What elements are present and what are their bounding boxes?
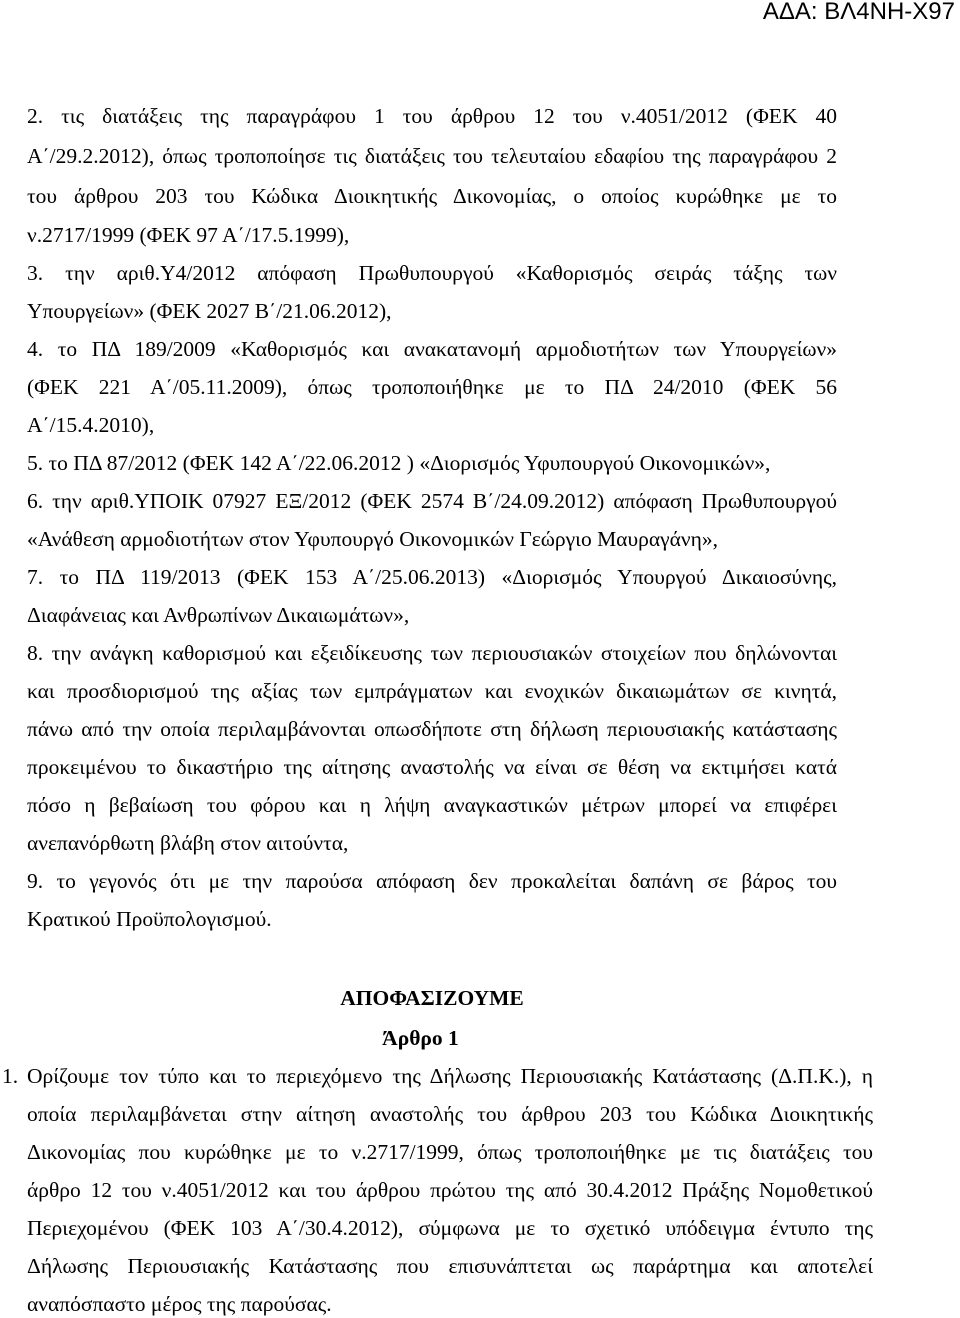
line-text: Διαφάνειας και Ανθρωπίνων Δικαιωμάτων»,: [27, 603, 410, 627]
line-text: πόσο η βεβαίωση του φόρου και η λήψη αναγκαστικών μέτρων μπορεί να επιφέρει: [27, 793, 837, 817]
text-line: [27, 216, 837, 254]
line-text: 5. το ΠΔ 87/2012 (ΦΕΚ 142 Α΄/22.06.2012 ) «Διορισμός Υφυπουργού Οικονομικών»,: [27, 451, 771, 475]
line-text: 2. τις διατάξεις της παραγράφου 1 του άρθρου 12 του ν.4051/2012 (ΦΕΚ 40: [27, 104, 837, 128]
text-line: [27, 634, 837, 672]
text-line: [27, 672, 837, 710]
paragraph-number: 1.: [2, 1064, 19, 1088]
text-line: [27, 254, 837, 292]
article-title: Άρθρο 1: [382, 1026, 459, 1050]
line-text: 6. την αριθ.ΥΠΟΙΚ 07927 ΕΞ/2012 (ΦΕΚ 2574 Β΄/24.09.2012) απόφαση Πρωθυπουργού: [27, 489, 837, 513]
line-text: ν.2717/1999 (ΦΕΚ 97 Α΄/17.5.1999),: [27, 223, 350, 247]
line-text: άρθρο 12 του ν.4051/2012 και του άρθρου πρώτου της από 30.4.2012 Πράξης Νομοθετικού: [27, 1178, 873, 1202]
line-text: 9. το γεγονός ότι με την παρούσα απόφαση δεν προκαλείται δαπάνη σε βάρος του: [27, 869, 837, 893]
document-body: [2, 96, 873, 1317]
text-line: [27, 136, 837, 176]
line-text: (ΦΕΚ 221 Α΄/05.11.2009), όπως τροποποιήθηκε με το ΠΔ 24/2010 (ΦΕΚ 56: [27, 375, 837, 399]
line-text: 8. την ανάγκη καθορισμού και εξειδίκευσης των περιουσιακών στοιχείων που δηλώνονται: [27, 641, 837, 665]
consideration-item: [27, 634, 837, 862]
consideration-item: [27, 862, 837, 938]
text-line: [27, 710, 837, 748]
line-text: Περιεχομένου (ΦΕΚ 103 Α΄/30.4.2012), σύμφωνα με το σχετικό υπόδειγμα έντυπο της: [27, 1216, 873, 1240]
consideration-item: [27, 558, 837, 634]
line-text: 3. την αριθ.Υ4/2012 απόφαση Πρωθυπουργού «Καθορισμός σειράς τάξης των: [27, 261, 837, 285]
consideration-item: [27, 444, 837, 482]
text-line: [27, 520, 837, 558]
ada-code: ΑΔΑ: ΒΛ4ΝΗ-Χ97: [762, 0, 955, 25]
consideration-item: [27, 254, 837, 330]
consideration-item: [27, 96, 837, 254]
line-text: αναπόσπαστο μέρος της παρούσας.: [27, 1292, 332, 1316]
line-text: Α΄/15.4.2010),: [27, 413, 155, 437]
text-line: [27, 596, 837, 634]
text-line: [27, 558, 837, 596]
line-text: «Ανάθεση αρμοδιοτήτων στον Υφυπουργό Οικονομικών Γεώργιο Μαυραγάνη»,: [27, 527, 718, 551]
text-line: [27, 292, 837, 330]
text-line: [27, 748, 837, 786]
text-line: [27, 406, 837, 444]
line-text: Υπουργείων» (ΦΕΚ 2027 Β΄/21.06.2012),: [27, 299, 392, 323]
consideration-item: [27, 482, 837, 558]
article-paragraph: [2, 1057, 873, 1317]
line-text: Δικονομίας που κυρώθηκε με το ν.2717/1999, όπως τροποποιήθηκε με τις διατάξεις του: [27, 1140, 873, 1164]
text-line: [27, 900, 837, 938]
text-line: [27, 824, 837, 862]
text-line: [27, 330, 837, 368]
line-text: Δήλωσης Περιουσιακής Κατάστασης που επισυνάπτεται ως παράρτημα και αποτελεί: [27, 1254, 873, 1278]
consideration-item: [27, 330, 837, 444]
text-line: [27, 1209, 873, 1247]
line-text: 4. το ΠΔ 189/2009 «Καθορισμός και ανακατανομή αρμοδιοτήτων των Υπουργείων»: [27, 337, 837, 361]
text-line: [2, 1057, 873, 1095]
line-text: προκειμένου το δικαστήριο της αίτησης αναστολής να είναι σε θέση να εκτιμήσει κατά: [27, 755, 837, 779]
text-line: [27, 1171, 873, 1209]
line-text: ανεπανόρθωτη βλάβη στον αιτούντα,: [27, 831, 349, 855]
text-line: [27, 444, 837, 482]
text-line: [27, 1133, 873, 1171]
line-text: πάνω από την οποία περιλαμβάνονται οπωσδήποτε στη δήλωση περιουσιακής κατάστασης: [27, 717, 837, 741]
text-line: [27, 1247, 873, 1285]
decision-heading: ΑΠΟΦΑΣΙΖΟΥΜΕ: [340, 986, 524, 1010]
text-line: [27, 176, 837, 216]
text-line: [27, 482, 837, 520]
line-text: και προσδιορισμού της αξίας των εμπράγματων και ενοχικών δικαιωμάτων σε κινητά,: [27, 679, 837, 703]
text-line: [27, 96, 837, 136]
text-line: [27, 786, 837, 824]
line-text: Κρατικού Προϋπολογισμού.: [27, 907, 272, 931]
text-line: [27, 1095, 873, 1133]
text-line: [27, 1291, 873, 1317]
line-text: 7. το ΠΔ 119/2013 (ΦΕΚ 153 Α΄/25.06.2013) «Διορισμός Υπουργού Δικαιοσύνης,: [27, 565, 837, 589]
text-line: [27, 862, 837, 900]
line-text: οποία περιλαμβάνεται στην αίτηση αναστολής του άρθρου 203 του Κώδικα Διοικητικής: [27, 1102, 873, 1126]
line-text: Ορίζουμε τον τύπο και το περιεχόμενο της Δήλωσης Περιουσιακής Κατάστασης (Δ.Π.Κ.), η: [27, 1064, 873, 1088]
text-line: [27, 368, 837, 406]
line-text: του άρθρου 203 του Κώδικα Διοικητικής Δικονομίας, ο οποίος κυρώθηκε με το: [27, 184, 837, 208]
line-text: Α΄/29.2.2012), όπως τροποποίησε τις διατάξεις του τελευταίου εδαφίου της παραγράφου 2: [27, 144, 837, 168]
